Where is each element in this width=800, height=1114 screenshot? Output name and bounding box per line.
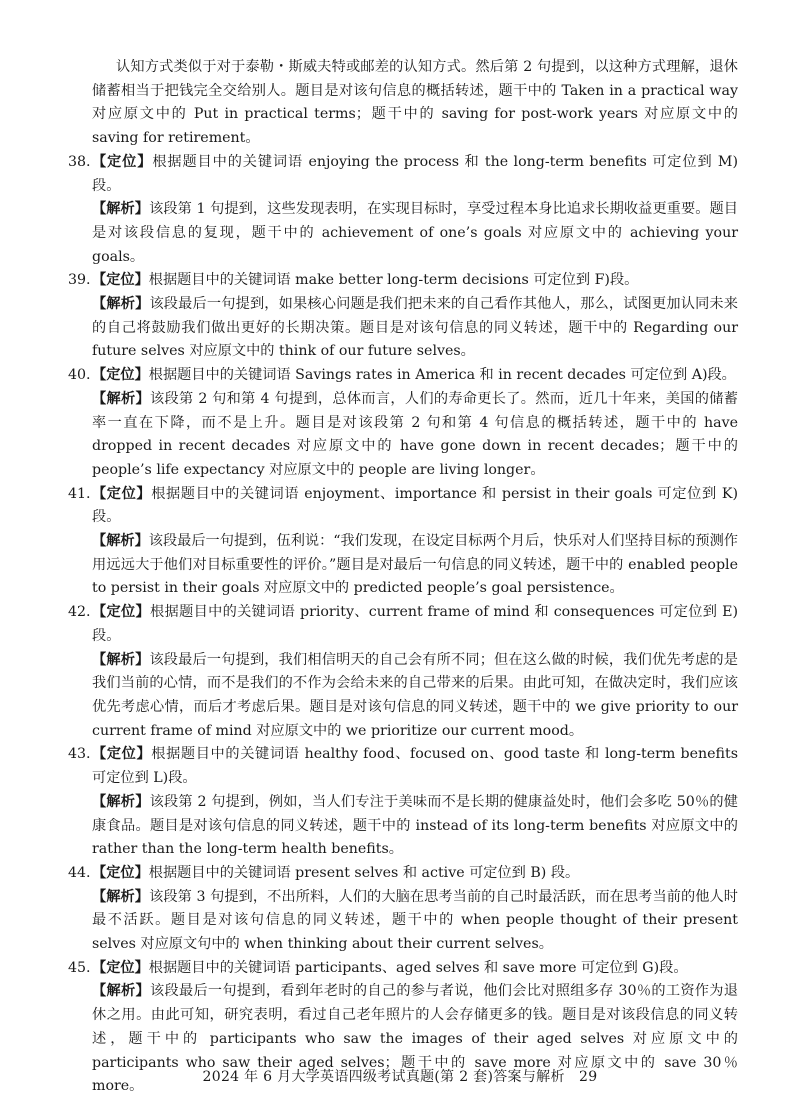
question-number: 42. xyxy=(68,604,91,621)
page-footer: 2024 年 6 月大学英语四级考试真题(第 2 套)答案与解析 29 xyxy=(202,1069,598,1085)
analysis-tag: 【解析】 xyxy=(92,390,150,407)
locate-paragraph xyxy=(92,743,738,790)
question-number: 41. xyxy=(68,485,91,502)
question-number: 40. xyxy=(68,367,91,384)
analysis-tag: 【解析】 xyxy=(92,983,150,1000)
locate-paragraph xyxy=(92,862,738,886)
question-number: 44. xyxy=(68,864,91,881)
question-number: 38. xyxy=(68,153,91,170)
locate-paragraph xyxy=(92,364,738,388)
analysis-tag: 【解析】 xyxy=(92,888,150,905)
analysis-paragraph xyxy=(92,886,738,957)
locate-row xyxy=(68,601,738,648)
analysis-paragraph xyxy=(92,388,738,483)
locate-tag: 【定位】 xyxy=(92,153,153,170)
locate-tag: 【定位】 xyxy=(92,604,151,621)
intro-paragraph xyxy=(68,56,738,151)
analysis-text: 该段第 3 句提到，不出所料，人们的大脑在思考当前的自己时最活跃，而在思考当前的他人时最不活跃。题目是对该句信息的同义转述，题干中的 when people thought of their present selves 对应原文句中的 when thinking about their current selves。 xyxy=(92,888,738,953)
analysis-text: 该段最后一句提到，伍利说：“我们发现，在设定目标两个月后，快乐对人们坚持目标的预测作用远远大于他们对目标重要性的评价。”题目是对最后一句信息的同义转述，题干中的 enabled people to persist in their goals 对应原文中的 predicted people’s goal persistence。 xyxy=(92,533,738,597)
locate-text: 根据题目中的关键词语 participants、aged selves 和 save more 可定位到 G)段。 xyxy=(148,959,688,976)
analysis-text: 该段第 2 句提到，例如，当人们专注于美味而不是长期的健康益处时，他们会多吃 50％的健康食品。题目是对该句信息的同义转述，题干中的 instead of its long-term benefits 对应原文中的 rather than the long-term health benefits。 xyxy=(92,793,738,858)
locate-tag: 【定位】 xyxy=(92,272,149,289)
locate-text: 根据题目中的关键词语 Savings rates in America 和 in recent decades 可定位到 A)段。 xyxy=(148,367,736,384)
answer-items xyxy=(68,151,738,1099)
analysis-paragraph xyxy=(92,530,738,601)
locate-text: 根据题目中的关键词语 make better long-term decisions 可定位到 F)段。 xyxy=(148,272,639,289)
question-number: 45. xyxy=(68,959,91,976)
locate-paragraph xyxy=(92,151,738,198)
locate-row xyxy=(68,743,738,790)
analysis-paragraph xyxy=(92,198,738,269)
locate-row xyxy=(68,862,738,886)
answer-item xyxy=(68,743,738,862)
answer-item xyxy=(68,151,738,270)
question-number: 39. xyxy=(68,272,91,289)
analysis-tag: 【解析】 xyxy=(92,793,150,810)
document-body xyxy=(68,56,738,1099)
analysis-tag: 【解析】 xyxy=(92,533,149,550)
locate-tag: 【定位】 xyxy=(92,367,149,384)
locate-row xyxy=(68,483,738,530)
question-number: 43. xyxy=(68,746,91,763)
analysis-tag: 【解析】 xyxy=(92,651,150,668)
analysis-text: 该段最后一句提到，看到年老时的自己的参与者说，他们会比对照组多存 30％的工资作为退休之用。由此可知，研究表明，看过自己老年照片的人会存储更多的钱。题目是对该段信息的同义转述，题干中的 participants who saw the images of their aged selves 对应原文中的 participants who saw their aged selves；题干中的 save more 对应原文中的 save 30％ more。 xyxy=(92,983,738,1095)
locate-row xyxy=(68,364,738,388)
locate-text: 根据题目中的关键词语 priority、current frame of mind 和 consequences 可定位到 E)段。 xyxy=(92,604,738,644)
locate-text: 根据题目中的关键词语 healthy food、focused on、good taste 和 long-term benefits 可定位到 L)段。 xyxy=(92,746,738,787)
locate-paragraph xyxy=(92,483,738,530)
locate-tag: 【定位】 xyxy=(92,959,149,976)
answer-item xyxy=(68,364,738,483)
analysis-paragraph xyxy=(92,791,738,862)
locate-text: 根据题目中的关键词语 present selves 和 active 可定位到 B) 段。 xyxy=(148,864,580,881)
answer-item xyxy=(68,269,738,364)
analysis-text: 该段最后一句提到，我们相信明天的自己会有所不同；但在这么做的时候，我们优先考虑的是我们当前的心情，而不是我们的不作为会给未来的自己带来的后果。由此可知，在做决定时，我们应该优先考虑心情，而后才考虑后果。题目是对该句信息的同义转述，题干中的 we give priority to our current frame of mind 对应原文中的 we prioritize our current mood。 xyxy=(92,651,738,739)
locate-tag: 【定位】 xyxy=(92,746,152,763)
analysis-text: 该段第 1 句提到，这些发现表明，在实现目标时，享受过程本身比追求长期收益更重要。题目是对该段信息的复现，题干中的 achievement of one’s goals 对应原文中的 achieving your goals。 xyxy=(92,201,738,265)
answer-item xyxy=(68,862,738,957)
locate-tag: 【定位】 xyxy=(92,864,149,881)
analysis-text: 该段第 2 句和第 4 句提到，总体而言，人们的寿命更长了。然而，近几十年来，美国的储蓄率一直在下降，而不是上升。题目是对该段第 2 句和第 4 句信息的概括转述，题干中的 have dropped in recent decades 对应原文中的 have gone down in recent decades；题干中的 people’s life expectancy 对应原文中的 people are living longer。 xyxy=(92,390,738,478)
analysis-tag: 【解析】 xyxy=(92,296,150,313)
answer-item xyxy=(68,483,738,602)
analysis-paragraph xyxy=(92,649,738,744)
locate-paragraph xyxy=(92,269,738,293)
answer-item xyxy=(68,601,738,743)
locate-row xyxy=(68,151,738,198)
locate-row xyxy=(68,269,738,293)
analysis-paragraph xyxy=(92,293,738,364)
locate-row xyxy=(68,957,738,981)
locate-text: 根据题目中的关键词语 enjoying the process 和 the long-term benefits 可定位到 M)段。 xyxy=(92,153,738,194)
locate-tag: 【定位】 xyxy=(92,485,152,502)
locate-paragraph xyxy=(92,957,738,981)
intro-text: 认知方式类似于对于泰勒・斯威夫特或邮差的认知方式。然后第 2 句提到，以这种方式理解，退休储蓄相当于把钱完全交给别人。题目是对该句信息的概括转述，题干中的 Taken in a practical way 对应原文中的 Put in practical terms；题干中的 saving for post-work years 对应原文中的 saving for retirement。 xyxy=(92,59,738,147)
analysis-text: 该段最后一句提到，如果核心问题是我们把未来的自己看作其他人，那么，试图更加认同未来的自己将鼓励我们做出更好的长期决策。题目是对该句信息的同义转述，题干中的 Regarding our future selves 对应原文中的 think of our future selves。 xyxy=(92,296,738,360)
locate-text: 根据题目中的关键词语 enjoyment、importance 和 persist in their goals 可定位到 K)段。 xyxy=(92,485,738,526)
locate-paragraph xyxy=(92,601,738,648)
analysis-tag: 【解析】 xyxy=(92,201,150,218)
